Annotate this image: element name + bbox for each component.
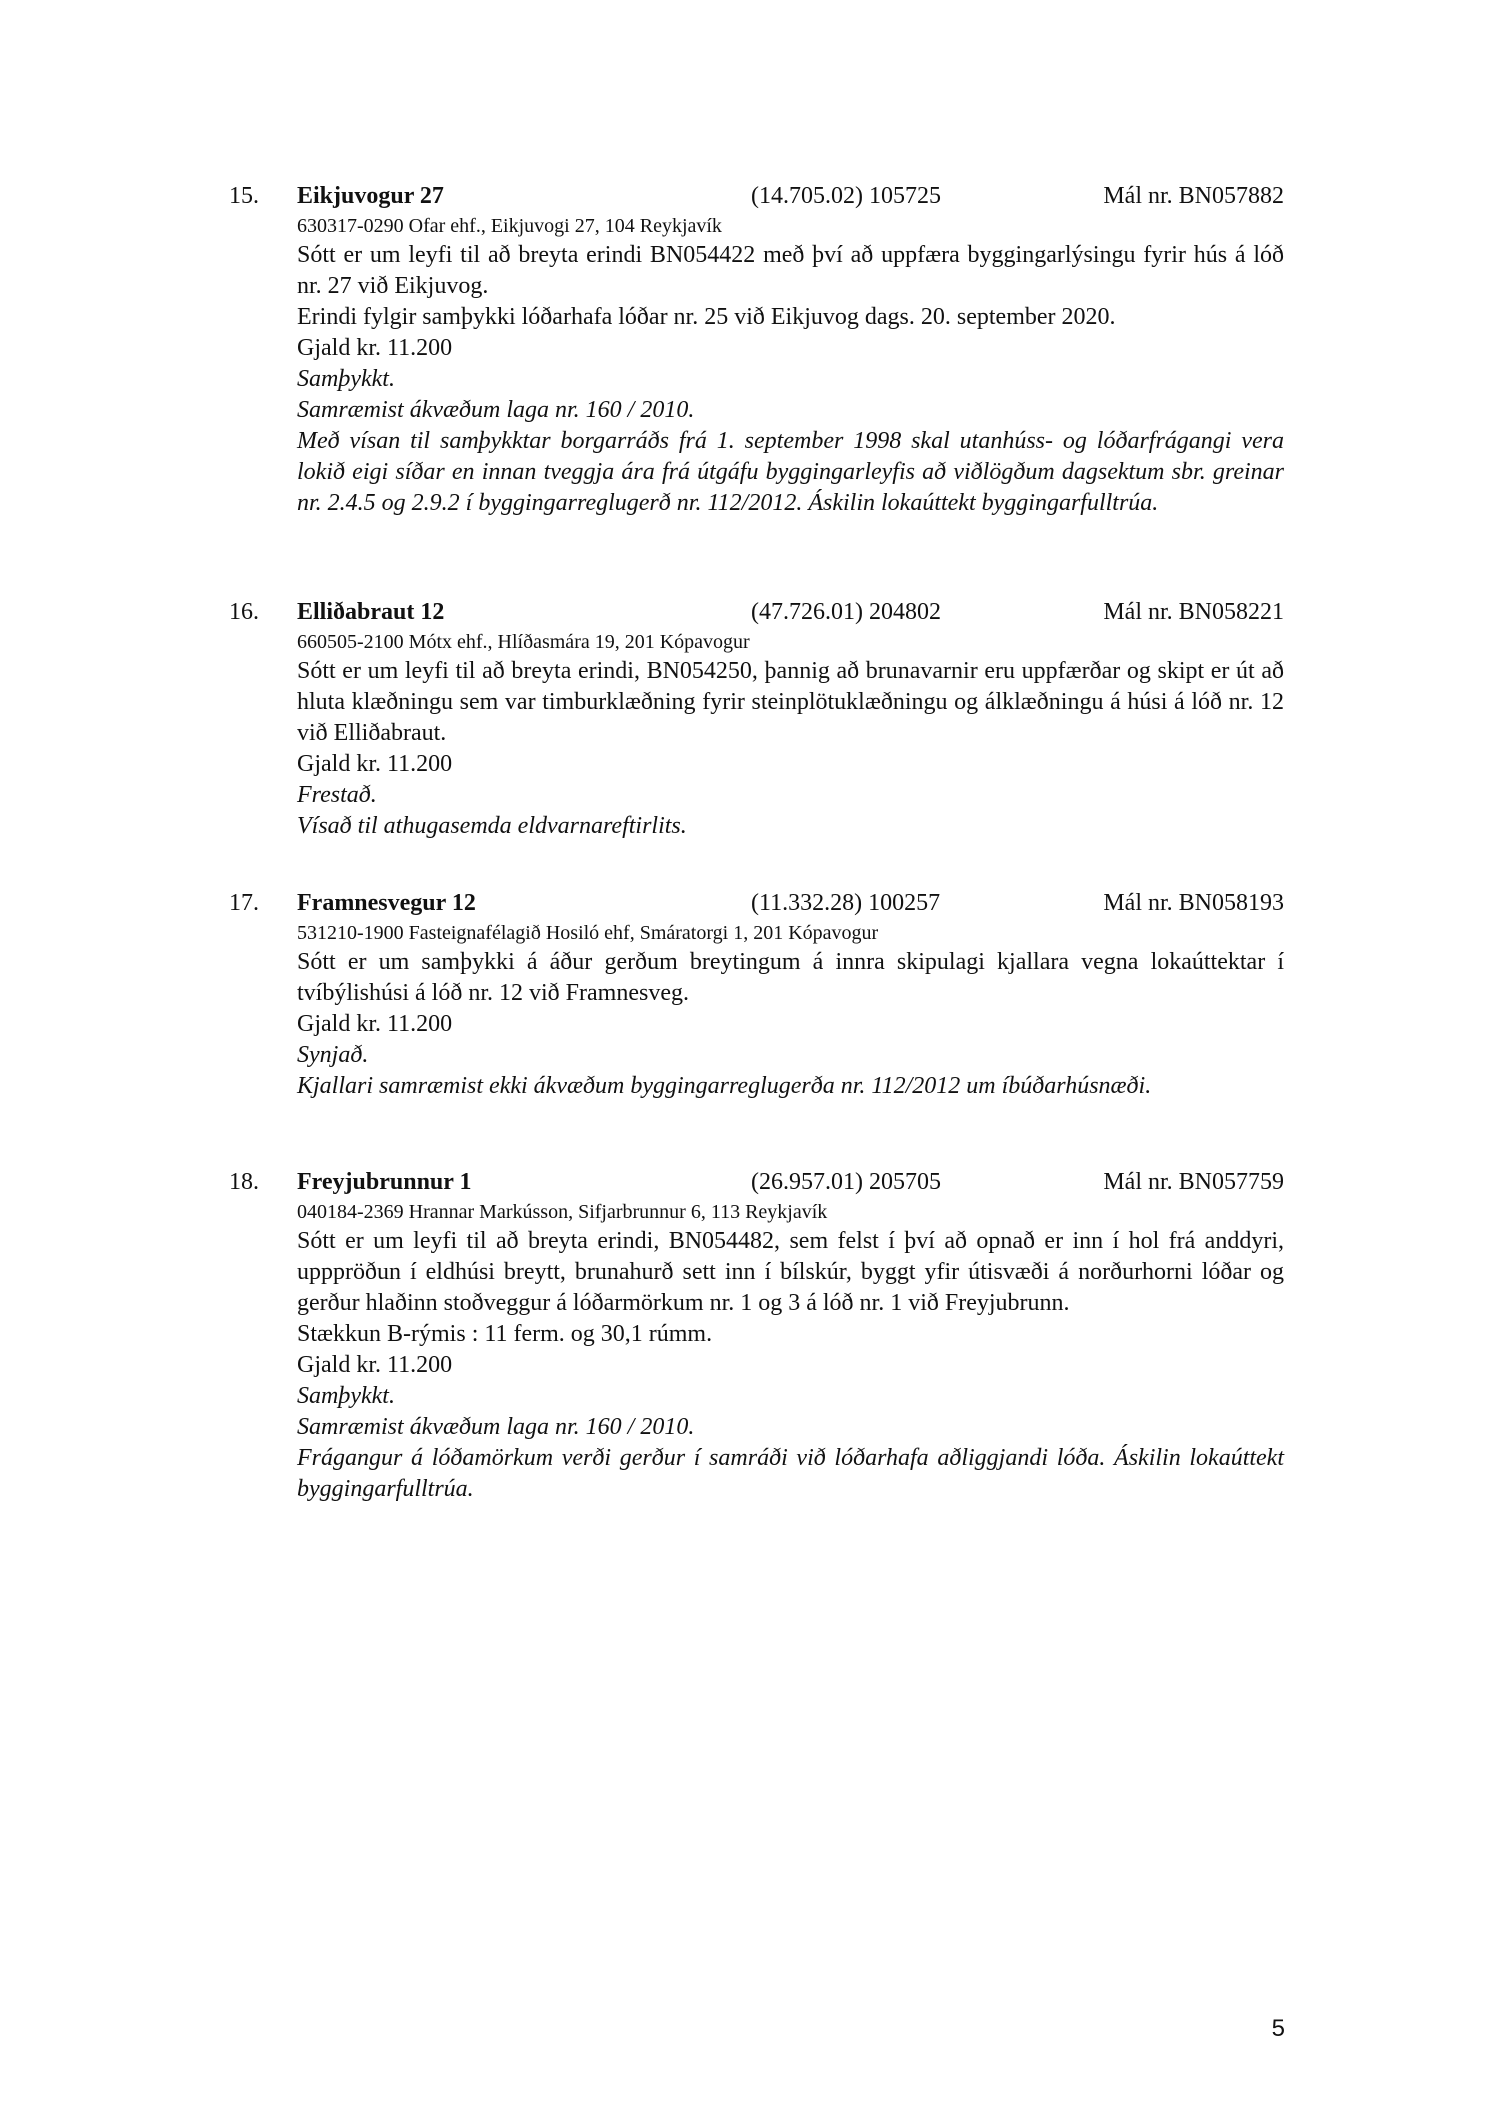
applicant-line: 531210-1900 Fasteignafélagið Hosiló ehf, Smáratorgi 1, 201 Kópavogur: [297, 922, 879, 944]
decision-reason: Vísað til athugasemda eldvarnareftirlits.: [297, 813, 687, 839]
property-address: Freyjubrunnur 1: [297, 1169, 472, 1195]
legal-note: Samræmist ákvæðum laga nr. 160 / 2010.: [297, 1414, 695, 1440]
decision-text: Samþykkt.: [297, 366, 395, 392]
entry-number: 18.: [229, 1169, 259, 1195]
entry-body: [297, 1226, 1284, 1505]
land-registry-reference: (11.332.28) 100257: [751, 890, 941, 916]
entry-number: 17.: [229, 890, 259, 916]
applicant-line: 040184-2369 Hrannar Markússon, Sifjarbrunnur 6, 113 Reykjavík: [297, 1201, 828, 1223]
case-number: Mál nr. BN058221: [1103, 599, 1284, 625]
decision-text: Synjað.: [297, 1042, 369, 1068]
area-change-note: Stækkun B-rýmis : 11 ferm. og 30,1 rúmm.: [297, 1321, 713, 1347]
land-registry-reference: (14.705.02) 105725: [751, 183, 941, 209]
entry-body: [297, 240, 1284, 519]
entry-number: 15.: [229, 183, 259, 209]
case-number: Mál nr. BN058193: [1103, 890, 1284, 916]
case-entry-16: [229, 596, 1284, 842]
condition-note: Frágangur á lóðamörkum verði gerður í samráði við lóðarhafa aðliggjandi lóða. Áskilin lokaúttekt byggingarfulltrúa.: [297, 1445, 1284, 1502]
land-registry-reference: (47.726.01) 204802: [751, 599, 941, 625]
application-text: Sótt er um leyfi til að breyta erindi, BN054250, þannig að brunavarnir eru uppfærðar og skipt er út að hluta klæðningu sem var timburklæðning fyrir steinplötuklæðningu og álklæðningu á húsi á lóð nr. 12 við Elliðabraut.: [297, 658, 1284, 746]
case-entry-17: [229, 887, 1284, 1102]
property-address: Eikjuvogur 27: [297, 183, 444, 209]
condition-note: Með vísan til samþykktar borgarráðs frá 1. september 1998 skal utanhúss- og lóðarfrágangi vera lokið eigi síðar en innan tveggja ára frá útgáfu byggingarleyfis að viðlögðum dagsektum sbr. greinar nr. 2.4.5 og 2.9.2 í byggingarreglugerð nr. 112/2012. Áskilin lokaúttekt byggingarfulltrúa.: [297, 428, 1284, 516]
land-registry-reference: (26.957.01) 205705: [751, 1169, 941, 1195]
case-number: Mál nr. BN057759: [1103, 1169, 1284, 1195]
case-entry-15: [229, 180, 1284, 519]
fee-line: Gjald kr. 11.200: [297, 1011, 453, 1037]
entry-header: [229, 887, 1284, 919]
entry-header: [229, 180, 1284, 212]
entry-body: [297, 656, 1284, 842]
application-text: Sótt er um leyfi til að breyta erindi, BN054482, sem felst í því að opnað er inn í hol frá anddyri, upppröðun í eldhúsi breytt, brunahurð sett inn í bílskúr, byggt yfir útisvæði á norðurhorni lóðar og gerður hlaðinn stoðveggur á lóðarmörkum nr. 1 og 3 á lóð nr. 1 við Freyjubrunn.: [297, 1228, 1284, 1316]
entry-header: [229, 1166, 1284, 1198]
entry-body: [297, 947, 1284, 1102]
entry-number: 16.: [229, 599, 259, 625]
property-address: Elliðabraut 12: [297, 599, 445, 625]
case-entry-18: [229, 1166, 1284, 1505]
attachment-note: Erindi fylgir samþykki lóðarhafa lóðar nr. 25 við Eikjuvog dags. 20. september 2020.: [297, 304, 1116, 330]
decision-reason: Kjallari samræmist ekki ákvæðum byggingarreglugerða nr. 112/2012 um íbúðarhúsnæði.: [297, 1073, 1152, 1099]
decision-text: Frestað.: [297, 782, 377, 808]
application-text: Sótt er um samþykki á áður gerðum breytingum á innra skipulagi kjallara vegna lokaúttektar í tvíbýlishúsi á lóð nr. 12 við Framnesveg.: [297, 949, 1284, 1006]
property-address: Framnesvegur 12: [297, 890, 476, 916]
case-number: Mál nr. BN057882: [1103, 183, 1284, 209]
fee-line: Gjald kr. 11.200: [297, 335, 453, 361]
fee-line: Gjald kr. 11.200: [297, 1352, 453, 1378]
legal-note: Samræmist ákvæðum laga nr. 160 / 2010.: [297, 397, 695, 423]
decision-text: Samþykkt.: [297, 1383, 395, 1409]
applicant-line: 630317-0290 Ofar ehf., Eikjuvogi 27, 104 Reykjavík: [297, 215, 722, 237]
application-text: Sótt er um leyfi til að breyta erindi BN054422 með því að uppfæra byggingarlýsingu fyrir hús á lóð nr. 27 við Eikjuvog.: [297, 242, 1284, 299]
applicant-line: 660505-2100 Mótx ehf., Hlíðasmára 19, 201 Kópavogur: [297, 631, 750, 653]
page-number: 5: [1271, 2015, 1285, 2042]
fee-line: Gjald kr. 11.200: [297, 751, 453, 777]
entry-header: [229, 596, 1284, 628]
